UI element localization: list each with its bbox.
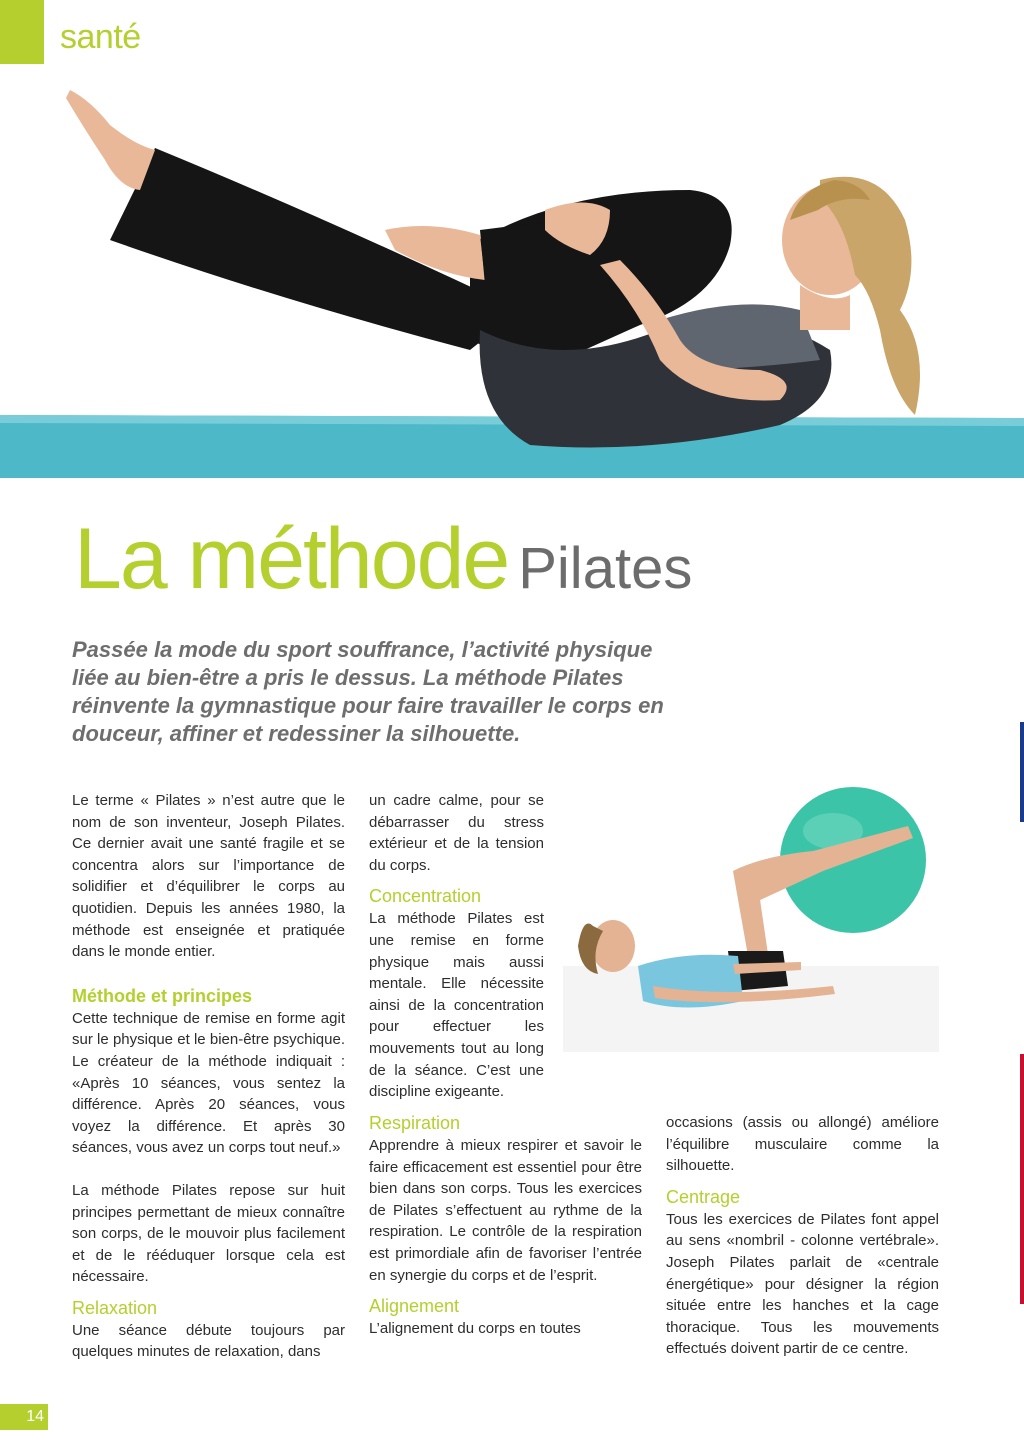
section-heading: Concentration — [369, 886, 482, 907]
paragraph: Apprendre à mieux respirer et savoir le faire efficacement est essentiel pour être bien dans son corps. Tous les exercices de Pilates s’effectuent au rythme de la respiration. Le contrôle de la respiration est primordiale afin de favoriser l’entrée en synergie du corps et de l’esprit. — [369, 1137, 642, 1284]
paragraph: L’alignement du corps en toutes — [369, 1320, 581, 1338]
paragraph: Cette technique de remise en forme agit sur le physique et le bien-être psychique. Le créateur de la méthode indiquait : «Après 10 séances, vous sentez la différence. Après 20 séances, vous voyez la différence. Et après 30 séances, vous avez un corps tout neuf.» — [72, 1009, 345, 1157]
paragraph: La méthode Pilates est une remise en forme physique mais aussi mentale. Elle nécessite ainsi de la concentration pour effectuer les mouvements tout au long de la séance. C’est une discipline exigeante. — [369, 910, 544, 1101]
edge-mark-blue — [1020, 722, 1024, 822]
section-heading: Respiration — [369, 1113, 461, 1133]
text-column-2-bottom — [369, 1111, 642, 1340]
section-heading: Relaxation — [72, 1297, 158, 1318]
text-column-2-top — [369, 790, 544, 1103]
section-heading: Méthode et principes — [72, 985, 253, 1006]
edge-mark-red — [1020, 1054, 1024, 1304]
ball-exercise-photo — [563, 786, 939, 1052]
section-heading: Centrage — [666, 1186, 741, 1207]
paragraph: occasions (assis ou allongé) améliore l’équilibre musculaire comme la silhouette. — [666, 1114, 939, 1175]
paragraph: Une séance débute toujours par quelques minutes de relaxation, dans — [72, 1321, 345, 1361]
paragraph: un cadre calme, pour se débarrasser du stress extérieur et de la tension du corps. — [369, 792, 544, 874]
exercise-ball-illustration — [563, 786, 939, 1052]
paragraph: La méthode Pilates repose sur huit principes permettant de mieux connaître son corps, de le mouvoir plus facilement et de le rééduquer lorsque cela est nécessaire. — [72, 1181, 345, 1286]
title-main: La méthode — [74, 511, 509, 607]
page-number: 14 — [0, 1404, 48, 1430]
title-sub: Pilates — [518, 536, 693, 601]
section-tab — [0, 0, 44, 64]
article-title — [74, 510, 692, 609]
intro-paragraph: Passée la mode du sport souffrance, l’activité physique liée au bien-être a pris le dessus. La méthode Pilates réinvente la gymnastique pour faire travailler le corps en douceur, affiner et redessiner la silhouette. — [72, 637, 664, 746]
paragraph: Le terme « Pilates » n’est autre que le nom de son inventeur, Joseph Pilates. Ce dernier avait une santé fragile et se concentra alors sur l’importance de solidifier et d’équilibrer le corps au quotidien. Depuis les années 1980, la méthode est enseignée et pratiquée dans le monde entier. — [72, 792, 345, 961]
pilates-woman-illustration — [0, 70, 1024, 480]
paragraph: Tous les exercices de Pilates font appel au sens «nombril - colonne vertébrale». Joseph Pilates parlait de «centrale énergétique» pour désigner la région située entre les hanches et la cage thoracique. Tous les mouvements effectués doivent partir de ce centre. — [666, 1210, 939, 1358]
section-heading: Alignement — [369, 1296, 460, 1317]
section-label: santé — [60, 18, 141, 56]
text-column-1 — [72, 790, 345, 1363]
hero-photo — [0, 70, 1024, 480]
text-column-3 — [666, 1112, 939, 1360]
